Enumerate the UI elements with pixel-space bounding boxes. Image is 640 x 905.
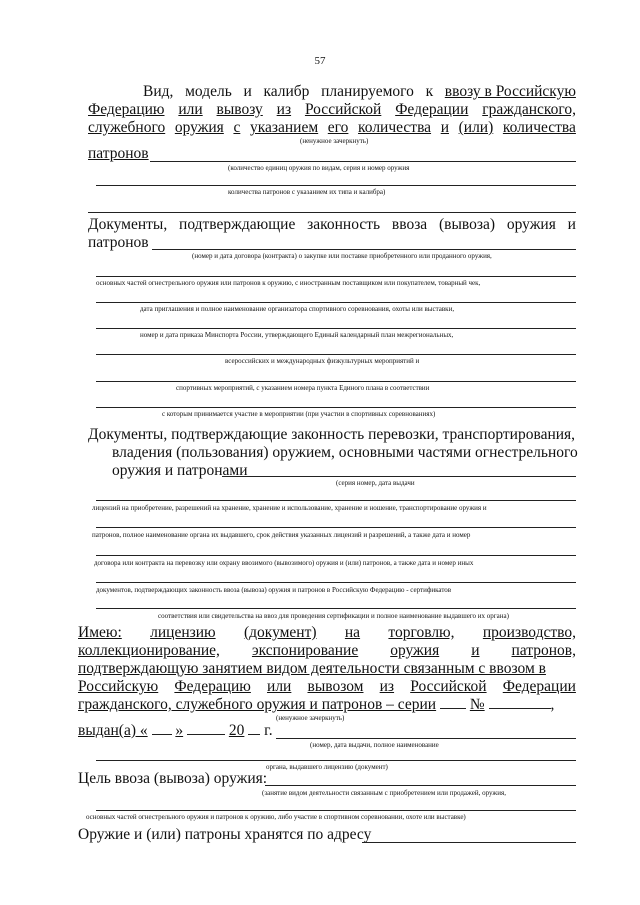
issued-line: выдан(а) « » 20 г. (78, 722, 273, 739)
s3-line2: владения (пользования) оружием, основными частями огнестрельного (112, 444, 578, 461)
caption: (номер и дата договора (контракта) о закупке или поставке приобретенного или проданного оружия, (192, 252, 492, 260)
series-field[interactable] (440, 708, 466, 709)
fill-line (88, 212, 576, 213)
fill-line (96, 185, 576, 186)
s1-line3: служебного оружия с указанием его количества и (или) количества (88, 119, 576, 136)
fill-line (96, 276, 576, 277)
caption: договора или контракта на перевозку или охрану ввозимого (вывозимого) оружия и (или) патронов, а также дата и номер иных (94, 559, 474, 567)
s1-line4: патронов (88, 145, 149, 162)
fill-line (152, 249, 576, 250)
issued-day-field[interactable] (152, 734, 172, 735)
page-number: 57 (314, 55, 326, 67)
caption: всероссийских и международных физкультурных мероприятий и (225, 357, 420, 365)
caption: органа, выдавшего лицензию (документ) (266, 763, 388, 771)
s4-line3: подтверждающую занятием видом деятельности связанным с ввозом в (78, 660, 546, 677)
fill-line (96, 527, 576, 528)
caption: лицензий на приобретение, разрешений на хранение, хранение и использование, хранение и ношение, транспортирование оружия и (92, 504, 487, 512)
fill-line (96, 302, 576, 303)
caption: документов, подтверждающих законность ввоза (вывоза) оружия и патронов в Российскую Федерацию - сертификатов (96, 586, 452, 594)
caption: номер и дата приказа Минспорта России, утверждающего Единый календарный план межрегиональных, (140, 331, 454, 339)
caption: количества патронов с указанием их типа и калибра) (228, 188, 386, 196)
fill-line (276, 738, 576, 739)
caption: спортивных мероприятий, с указанием номера пункта Единого плана в соответствии (176, 384, 430, 392)
fill-line (96, 500, 576, 501)
purpose-field[interactable] (265, 785, 576, 786)
s2-line2: патронов (88, 234, 149, 251)
s4-line1: Имею: лицензию (документ) на торговлю, производство, (78, 624, 576, 641)
fill-line (96, 608, 576, 609)
caption: с которым принимается участие в мероприятии (при участии в спортивных соревнованиях) (162, 410, 436, 418)
fill-line (222, 476, 576, 477)
s3-line1: Документы, подтверждающие законность перевозки, транспортирования, (88, 426, 576, 443)
s4-line5: гражданского, служебного оружия и патронов – серии № , (78, 696, 555, 713)
caption: основных частей огнестрельного оружия или патронов к оружию, с иностранным поставщиком или покупателем, товарный чек, (96, 279, 481, 287)
fill-line (96, 582, 576, 583)
s1-line2: Федерацию или вывозу из Российской Федерации гражданского, (88, 101, 576, 118)
s2-line1: Документы, подтверждающие законность ввоза (вывоза) оружия и (88, 216, 576, 233)
s3-line3: оружия и патронами (112, 462, 248, 479)
purpose-label: Цель ввоза (вывоза) оружия: (78, 770, 268, 787)
fill-line (96, 555, 576, 556)
s1-line1: Вид, модель и калибр планируемого к ввозу в Российскую (143, 83, 576, 100)
caption: (количество единиц оружия по видам, серия и номер оружия (228, 164, 410, 172)
caption: основных частей огнестрельного оружия и патронов к оружию, либо участие в спортивном соревновании, охоте или выставке) (86, 813, 466, 821)
caption: (занятие видом деятельности связанным с приобретением или продажей, оружия, (262, 789, 506, 797)
s4-line2: коллекционирование, экспонирование оружия и патронов, (78, 642, 576, 659)
number-field[interactable] (489, 708, 551, 709)
caption: дата приглашения и полное наименование организатора спортивного соревнования, охоты или выставки, (140, 305, 455, 313)
fill-line (150, 161, 576, 162)
strike-note-1: (ненужное зачеркнуть) (300, 137, 369, 145)
caption: (номер, дата выдачи, полное наименование (310, 741, 439, 749)
s4-line4: Российскую Федерацию или вывозом из Российской Федерации (78, 678, 576, 695)
fill-line (96, 760, 576, 761)
strike-note-2: (ненужное зачеркнуть) (276, 714, 345, 722)
fill-line (96, 810, 576, 811)
issued-month-field[interactable] (187, 734, 225, 735)
caption: соответствия или свидетельства на ввоз для проведения сертификации и полное наименование выдавшего их органа) (158, 612, 509, 620)
issued-year-field[interactable] (248, 734, 260, 735)
caption: патронов, полное наименование органа их выдавшего, срок действия указанных лицензий и разрешений, а также дата и номер (92, 531, 471, 539)
fill-line (96, 328, 576, 329)
fill-line (96, 381, 576, 382)
storage-address-field[interactable] (362, 842, 576, 843)
fill-line (96, 354, 576, 355)
caption: (серия номер, дата выдачи (336, 479, 415, 487)
storage-label: Оружие и (или) патроны хранятся по адресу (78, 826, 372, 843)
fill-line (96, 407, 576, 408)
